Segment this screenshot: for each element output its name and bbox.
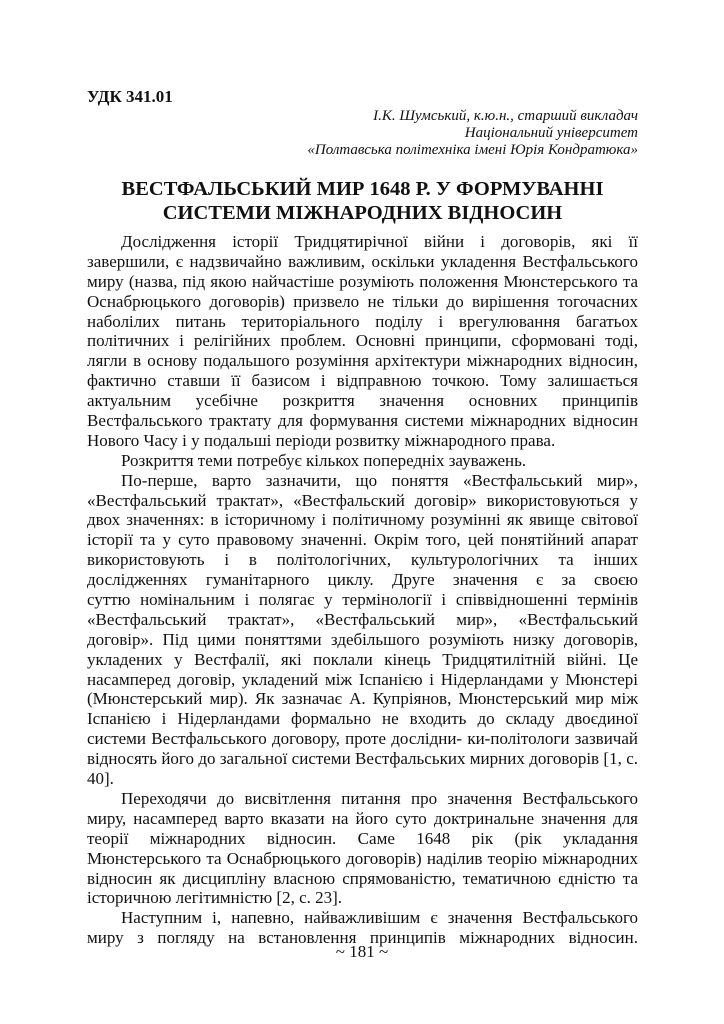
text-line: «Вестфальський трактат», «Вестфальський мир», «Вестфальський bbox=[87, 609, 638, 629]
text-line: суттю номінальним і полягає у термінології і співвідношенні термінів bbox=[87, 590, 638, 610]
text-line: актуальним усебічне розкриття значення основних принципів bbox=[87, 391, 638, 411]
text-line: історичною легітимністю [2, с. 23]. bbox=[87, 888, 343, 908]
title-line: ВЕСТФАЛЬСЬКИЙ МИР 1648 Р. У ФОРМУВАННІ bbox=[121, 178, 604, 200]
text-line: відносин як дисципліну власною спрямованістю, тематичною єдністю та bbox=[87, 868, 638, 888]
text-line: використовують і в політологічних, культурологічних та інших bbox=[87, 550, 638, 570]
text-line: наболілих питань територіального поділу і врегулювання багатьох bbox=[87, 311, 638, 331]
text-line: миру, насамперед варто вказати на його суто доктринальне значення для bbox=[87, 808, 638, 828]
text-line: «Вестфальський трактат», «Вестфальский договір» використовуються у bbox=[87, 490, 638, 510]
paragraph bbox=[87, 471, 638, 789]
text-line: Вестфальського трактату для формування системи міжнародних відносин bbox=[87, 411, 638, 431]
text-line: історії та у суто правовому значенні. Окрім того, цей понятійний апарат bbox=[87, 530, 638, 550]
text-line: По-перше, варто зазначити, що поняття «Вестфальський мир», bbox=[121, 470, 638, 490]
article-body bbox=[87, 232, 638, 948]
text-line: укладених у Вестфалії, які поклали кінець Тридцятилітній війні. Це bbox=[87, 649, 638, 669]
text-line: Мюнстерського та Оснабрюцького договорів) наділив теорію міжнародних bbox=[87, 848, 638, 868]
author-university-name: «Полтавська політехніка імені Юрія Кондратюка» bbox=[307, 142, 638, 158]
author-name: І.К. Шумський, к.ю.н., старший викладач bbox=[373, 108, 638, 124]
text-line: Переходячи до висвітлення питання про значення Вестфальського bbox=[121, 788, 638, 808]
page-number: ~ 181 ~ bbox=[335, 942, 389, 961]
text-line: дослідженнях гуманітарного циклу. Друге значення є за своєю bbox=[87, 570, 638, 590]
text-line: насамперед договір, укладений між Іспанією і Нідерландами у Мюнстері bbox=[87, 669, 638, 689]
text-line: двох значеннях: в історичному і політичному розумінні як явище світової bbox=[87, 510, 638, 530]
text-line: Дослідження історії Тридцятирічної війни і договорів, які її bbox=[121, 232, 638, 251]
paragraph bbox=[87, 232, 638, 451]
text-line: Іспанією і Нідерландами формально не входить до складу двоєдиної bbox=[87, 709, 638, 729]
text-line: миру (назва, під якою найчастіше розуміють положення Мюнстерського та bbox=[87, 271, 638, 291]
text-line: Розкриття теми потребує кількох попередніх зауважень. bbox=[121, 450, 527, 470]
author-block bbox=[307, 108, 638, 159]
udk-code: УДК 341.01 bbox=[87, 87, 173, 106]
text-line: 40]. bbox=[87, 769, 114, 789]
text-line: Нового Часу і у подальші періоди розвитку міжнародного права. bbox=[87, 430, 556, 450]
paragraph bbox=[87, 789, 638, 908]
text-line: лягли в основу подальшого розуміння архітектури міжнародних відносин, bbox=[87, 351, 638, 371]
text-line: Оснабрюцького договорів) призвело не тільки до вирішення тогочасних bbox=[87, 291, 638, 311]
text-line: миру з погляду на встановлення принципів міжнародних відносин. bbox=[87, 928, 638, 948]
text-line: фактично ставши її базисом і відправною точкою. Тому залишається bbox=[87, 371, 638, 391]
text-line: політичних і релігійних проблем. Основні принципи, сформовані тоді, bbox=[87, 331, 638, 351]
text-line: завершили, є надзвичайно важливим, оскільки укладення Вестфальського bbox=[87, 251, 638, 271]
text-line: системи Вестфальського договору, проте дослідни- ки-політологи зазвичай bbox=[87, 729, 638, 749]
text-line: теорії міжнародних відносин. Саме 1648 рік (рік укладання bbox=[87, 828, 638, 848]
text-line: (Мюнстерський мир). Як зазначає А. Купріянов, Мюнстерський мир між bbox=[87, 689, 638, 709]
text-line: договір». Під цими поняттями здебільшого розуміють низку договорів, bbox=[87, 629, 638, 649]
article-title bbox=[87, 177, 638, 225]
paragraph bbox=[87, 451, 638, 471]
author-university: Національний університет bbox=[464, 125, 638, 141]
text-line: відносять його до загальної системи Вестфальських мирних договорів [1, с. bbox=[87, 749, 638, 769]
text-line: Наступним і, напевно, найважливішим є значення Вестфальського bbox=[121, 908, 638, 928]
title-line: СИСТЕМИ МІЖНАРОДНИХ ВІДНОСИН bbox=[162, 202, 563, 224]
